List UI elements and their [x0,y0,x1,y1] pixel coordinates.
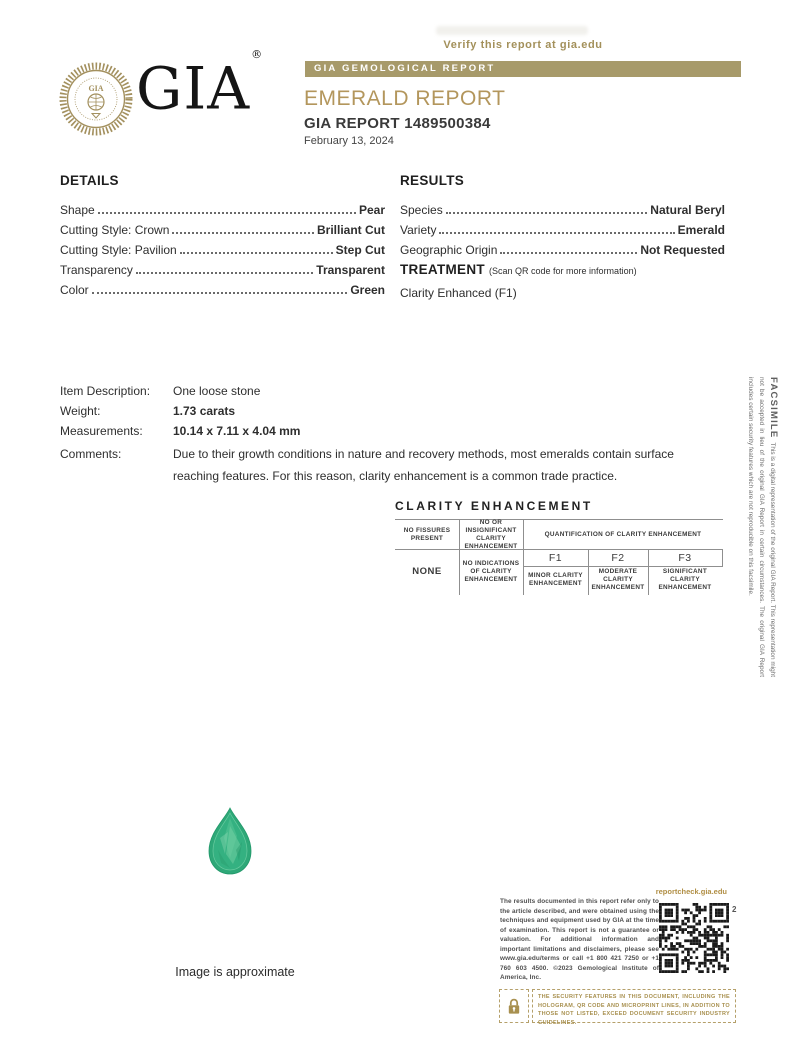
item-comments-row: Comments: Due to their growth conditions in nature and recovery methods, most emeralds contain surface reaching features. For this reason, clarity enhancement is a common trade practice. [60,447,674,483]
clarity-heading: CLARITY ENHANCEMENT [395,499,593,513]
report-title: EMERALD REPORT [304,87,506,110]
grade-label: MINOR CLARITY ENHANCEMENT [528,572,583,587]
emerald-image [206,806,254,876]
item-weight-row: Weight: 1.73 carats [60,404,236,418]
dotted-leader [172,232,314,234]
grade-code: F3 [678,551,692,564]
dotted-leader [92,292,348,294]
spec-row: Cutting Style: Crown Brilliant Cut [60,223,385,237]
table-line [722,549,723,566]
table-cell: NONE [412,566,442,577]
security-text: THE SECURITY FEATURES IN THIS DOCUMENT, INCLUDING THE HOLOGRAM, QR CODE AND MICROPRINT LINES, IN ADDITION TO THOSE NOT LISTED, EXCEED DOCUMENT SECURITY INDUSTRY GUIDELINES. [532,989,736,1023]
treatment-note: (Scan QR code for more information) [489,266,637,276]
table-cell: QUANTIFICATION OF CLARITY ENHANCEMENT [544,530,702,538]
grade-label: MODERATE CLARITY ENHANCEMENT [591,568,645,591]
spec-row: Geographic Origin Not Requested [400,243,725,257]
lock-icon [506,997,522,1015]
disclaimer-text: The results documented in this report refer only to the article described, and were obtained using the techniques and equipment used by GIA at the time of examination. This report is not a guarantee or valuation. For additional information and important limitations and disclaimers, please see www.gia.edu/terms or call +1 800 421 7250 or +1 760 603 4500. ©2023 Gemological Institute of America, Inc. [500,898,659,982]
report-date: February 13, 2024 [304,135,394,147]
treatment-section [400,262,637,300]
item-measurements-row: Measurements: 10.14 x 7.11 x 4.04 mm [60,424,301,438]
table-cell: NO FISSURES PRESENT [403,526,451,542]
grade-label: SIGNIFICANT CLARITY ENHANCEMENT [658,568,712,591]
spec-row: Transparency Transparent [60,263,385,277]
verify-text: Verify this report at gia.edu [443,39,603,51]
facsimile-title: FACSIMILE [768,377,779,439]
treatment-value: Clarity Enhanced (F1) [400,286,517,300]
results-section [400,173,725,257]
grade-code: F2 [611,551,625,564]
image-caption: Image is approximate [175,965,295,979]
spec-row: Color Green [60,283,385,297]
report-number: GIA REPORT 1489500384 [304,115,491,132]
table-cell: NO INDICATIONS OF CLARITY ENHANCEMENT [462,560,520,583]
dotted-leader [446,212,648,214]
lock-box [499,989,529,1023]
details-heading: DETAILS [60,173,119,188]
details-section [60,173,385,297]
item-section [60,385,712,494]
banner-label: GIA GEMOLOGICAL REPORT [314,63,496,74]
spec-row: Species Natural Beryl [400,203,725,217]
results-heading: RESULTS [400,173,465,188]
qr-code [659,903,729,973]
facsimile-text: This is a digital representation of the original GIA Report. This representation might not be accepted in lieu of the original GIA Report in certain circumstances. The original GIA Report includes certain security features which are not reproducible on this facsimile. [747,377,776,677]
security-notice [499,989,736,1026]
gia-seal-icon [57,60,135,138]
table-cell: NO OR INSIGNIFICANT CLARITY ENHANCEMENT [464,518,518,550]
treatment-heading: TREATMENT (Scan QR code for more information) [400,262,637,277]
spec-row: Variety Emerald [400,223,725,237]
registered-trademark: ® [251,48,264,61]
facsimile-note [745,377,779,677]
spec-row: Shape Pear [60,203,385,217]
dotted-leader [439,232,674,234]
faded-print [436,26,588,35]
dotted-leader [500,252,637,254]
spec-row: Cutting Style: Pavilion Step Cut [60,243,385,257]
gia-wordmark: GIA® [136,48,264,123]
grade-code: F1 [548,551,563,564]
dotted-leader [98,212,356,214]
item-description-row: Item Description: One loose stone [60,384,261,398]
page-number: 2 [732,905,737,914]
qr-label: reportcheck.gia.edu [655,887,727,896]
report-banner [305,61,741,77]
dotted-leader [180,252,333,254]
svg-text:GIA: GIA [88,84,104,93]
dotted-leader [136,272,313,274]
